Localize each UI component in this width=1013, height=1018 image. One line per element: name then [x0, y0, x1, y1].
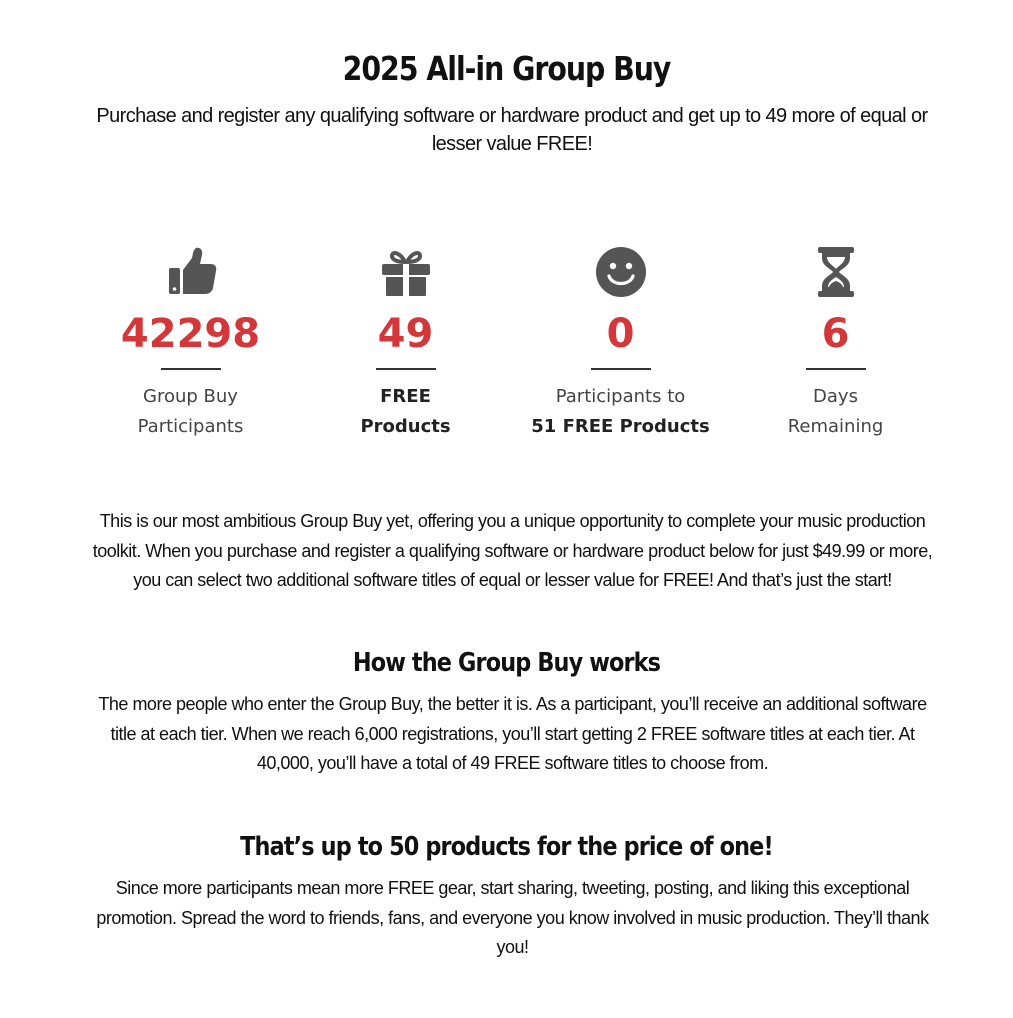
- stat-label-line2: Products: [360, 416, 451, 437]
- gift-icon: [378, 244, 434, 300]
- intro-paragraph: This is our most ambitious Group Buy yet, offering you a unique opportunity to complete your music production toolkit. When you purchase and register a qualifying software or hardware product below for just $49.99 or more, you can select two additional software titles of equal or lesser value for FREE! And that’s just the start!: [92, 511, 933, 590]
- stat-label-line2: 51 FREE Products: [531, 416, 710, 437]
- stat-label: [298, 382, 513, 442]
- how-it-works-paragraph: The more people who enter the Group Buy, the better it is. As a participant, you’ll receive an additional software title at each tier. When we reach 6,000 registrations, you’ll start getting 2 FREE software titles at each tier. At 40,000, you’ll have a total of 49 FREE software titles to choose from.: [98, 694, 927, 773]
- stat-label: [83, 382, 298, 442]
- stats-row: [83, 244, 943, 444]
- stat-label-line2: Remaining: [787, 416, 884, 437]
- stat-label-line1: Group Buy: [143, 386, 238, 407]
- divider: [806, 368, 866, 370]
- stat-label: [513, 382, 728, 442]
- smile-icon: [593, 244, 649, 300]
- page-subtitle: Purchase and register any qualifying software or hardware product and get up to 49 more of equal or lesser value FREE!: [96, 105, 928, 155]
- thumbs-up-icon: [163, 244, 219, 300]
- stat-participants-to-51: [513, 244, 728, 442]
- stat-value: 6: [821, 311, 850, 357]
- stat-label-line1: Days: [813, 386, 858, 407]
- stat-value: 49: [377, 311, 434, 357]
- stat-label-line1: FREE: [380, 386, 431, 407]
- promo-paragraph: Since more participants mean more FREE gear, start sharing, tweeting, posting, and liking this exceptional promotion. Spread the word to friends, fans, and everyone you know involved in music production. They’ll thank you!: [96, 878, 929, 957]
- stat-free-products: [298, 244, 513, 442]
- stat-participants: [83, 244, 298, 442]
- page-title: 2025 All-in Group Buy: [342, 49, 671, 88]
- promo-heading: That’s up to 50 products for the price of one!: [240, 832, 773, 862]
- stat-value: 42298: [120, 311, 261, 357]
- divider: [161, 368, 221, 370]
- stat-label: [728, 382, 943, 442]
- stat-label-line2: Participants: [137, 416, 244, 437]
- stat-days-remaining: [728, 244, 943, 442]
- how-it-works-heading: How the Group Buy works: [352, 648, 661, 678]
- divider: [376, 368, 436, 370]
- stat-label-line1: Participants to: [555, 386, 686, 407]
- hourglass-icon: [808, 244, 864, 300]
- stat-value: 0: [606, 311, 635, 357]
- divider: [591, 368, 651, 370]
